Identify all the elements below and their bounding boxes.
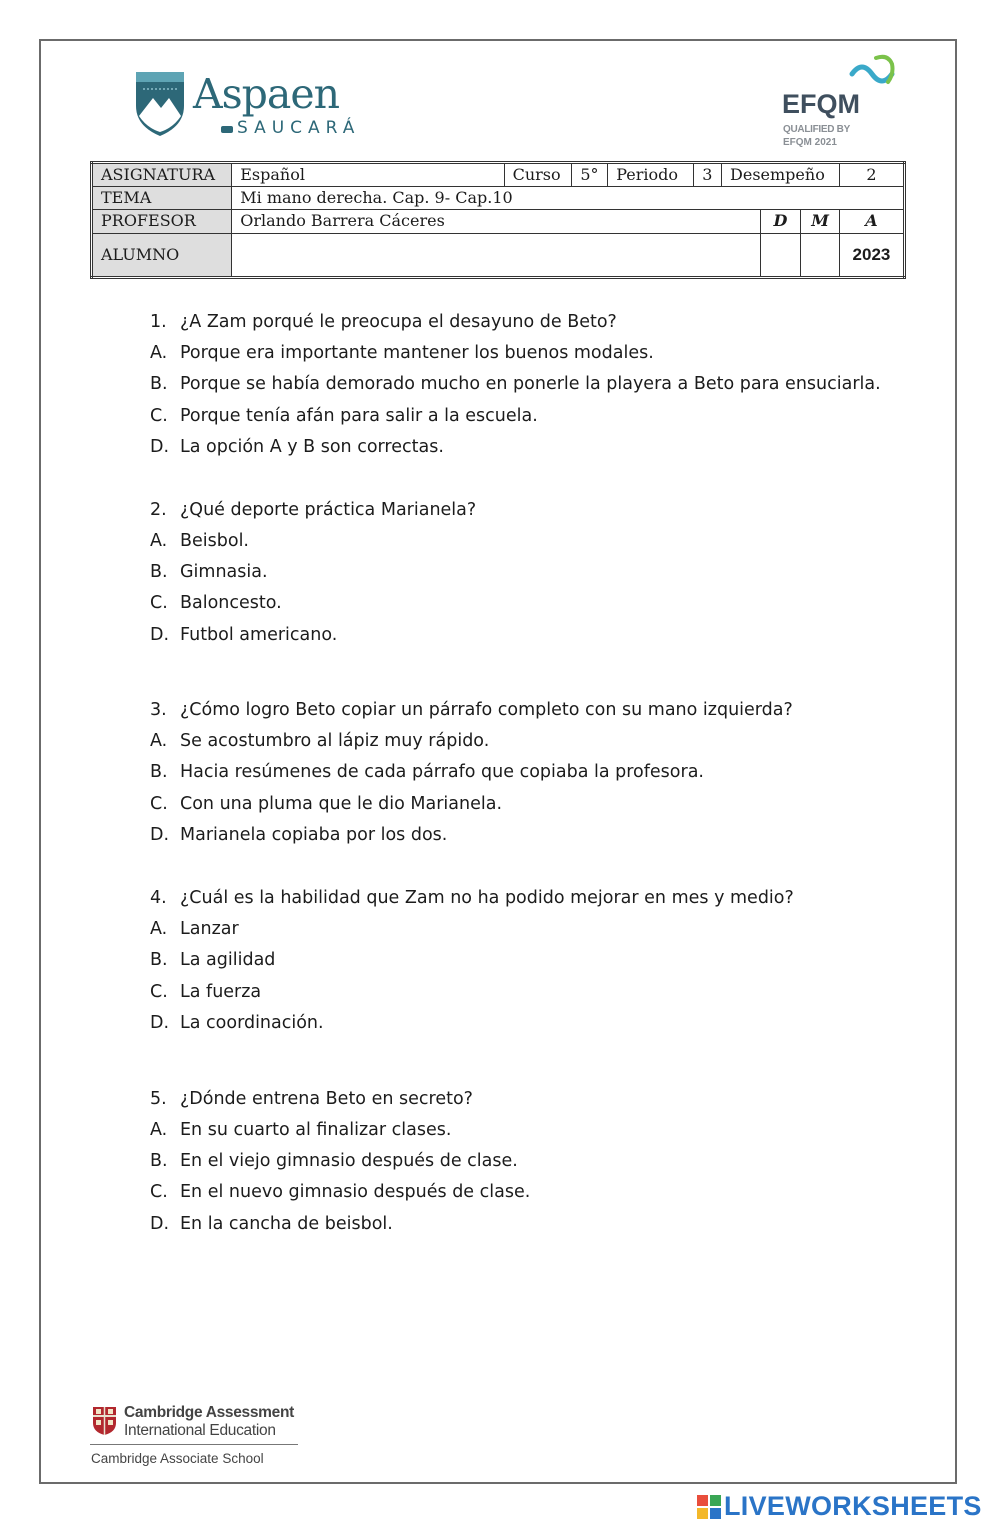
option-text: Beisbol. [180,531,249,551]
option-text: En la cancha de beisbol. [180,1214,393,1234]
option-3d[interactable] [150,824,447,848]
liveworksheets-logo-icon [697,1495,721,1519]
option-text: La coordinación. [180,1013,324,1033]
info-table [90,161,906,279]
option-text: Se acostumbro al lápiz muy rápido. [180,731,490,751]
option-3b[interactable] [150,761,704,785]
option-text: Hacia resúmenes de cada párrafo que copiaba la profesora. [180,762,704,782]
option-2c[interactable] [150,592,282,616]
cambridge-subtitle: International Education [124,1422,276,1439]
option-1b[interactable] [150,373,881,397]
option-letter: D. [150,437,170,457]
option-letter: A. [150,731,168,751]
table-row-tema [92,187,905,210]
option-letter: C. [150,1182,168,1202]
question-number: 1. [150,312,167,332]
question-text: ¿Qué deporte práctica Marianela? [180,500,477,520]
option-letter: D. [150,625,170,645]
option-letter: B. [150,374,168,394]
question-number: 5. [150,1089,167,1109]
option-5c[interactable] [150,1181,530,1205]
option-text: Porque era importante mantener los buenos modales. [180,343,654,363]
cambridge-logo [90,1402,330,1472]
option-4a[interactable] [150,918,239,942]
question-text: ¿Cuál es la habilidad que Zam no ha podido mejorar en mes y medio? [180,888,794,908]
alumno-label: ALUMNO [92,233,232,277]
year-label: A [839,210,904,233]
option-1a[interactable] [150,342,654,366]
aspaen-logo [133,68,393,140]
option-5a[interactable] [150,1119,451,1143]
efqm-qualified-line: QUALIFIED BY [783,124,850,135]
profesor-label: PROFESOR [92,210,232,233]
asignatura-label: ASIGNATURA [92,163,232,187]
option-4d[interactable] [150,1012,324,1036]
month-label: M [801,210,840,233]
efqm-year-line: EFQM 2021 [783,137,837,148]
option-4b[interactable] [150,949,275,973]
option-text: La agilidad [180,950,276,970]
tema-value: Mi mano derecha. Cap. 9- Cap.10 [232,187,905,210]
cambridge-crest-icon [92,1406,117,1436]
table-row-asignatura [92,163,905,187]
option-2b[interactable] [150,561,268,585]
month-value[interactable] [801,233,840,277]
question-4 [150,887,794,911]
option-letter: C. [150,794,168,814]
option-3a[interactable] [150,730,489,754]
question-text: ¿Dónde entrena Beto en secreto? [180,1089,473,1109]
question-text: ¿A Zam porqué le preocupa el desayuno de Beto? [180,312,617,332]
option-text: En su cuarto al finalizar clases. [180,1120,452,1140]
table-row-profesor [92,210,905,233]
option-text: La opción A y B son correctas. [180,437,444,457]
year-value: 2023 [839,233,904,277]
question-number: 4. [150,888,167,908]
option-text: Futbol americano. [180,625,338,645]
desempeno-value: 2 [839,163,904,187]
efqm-logo [780,52,900,152]
option-text: En el nuevo gimnasio después de clase. [180,1182,531,1202]
question-number: 2. [150,500,167,520]
aspaen-subname: SAUCARÁ [237,118,361,138]
cambridge-title: Cambridge Assessment [124,1404,295,1421]
option-text: Marianela copiaba por los dos. [180,825,448,845]
profesor-value: Orlando Barrera Cáceres [232,210,760,233]
liveworksheets-brand[interactable] [697,1490,997,1522]
option-5d[interactable] [150,1213,393,1237]
option-text: Gimnasia. [180,562,268,582]
option-text: Con una pluma que le dio Marianela. [180,794,503,814]
curso-value: 5° [571,163,608,187]
option-text: Lanzar [180,919,239,939]
aspaen-dot-icon [221,126,233,134]
question-2 [150,499,476,523]
option-letter: A. [150,1120,168,1140]
curso-label: Curso [504,163,571,187]
option-letter: D. [150,825,170,845]
efqm-ribbon-icon [848,52,898,90]
option-letter: C. [150,406,168,426]
table-row-alumno [92,233,905,277]
question-number: 3. [150,700,167,720]
option-1c[interactable] [150,405,538,429]
option-2d[interactable] [150,624,337,648]
option-text: La fuerza [180,982,262,1002]
option-3c[interactable] [150,793,502,817]
option-letter: C. [150,593,168,613]
option-text: Porque tenía afán para salir a la escuela. [180,406,538,426]
option-letter: B. [150,950,168,970]
option-2a[interactable] [150,530,249,554]
tema-label: TEMA [92,187,232,210]
question-3 [150,699,793,723]
option-letter: B. [150,1151,168,1171]
option-4c[interactable] [150,981,261,1005]
day-label: D [760,210,801,233]
option-1d[interactable] [150,436,444,460]
option-text: Porque se había demorado mucho en ponerle la playera a Beto para ensuciarla. [180,374,881,394]
cambridge-divider [90,1444,298,1445]
aspaen-shield-icon [133,68,187,138]
option-letter: A. [150,343,168,363]
periodo-value: 3 [693,163,721,187]
option-letter: A. [150,531,168,551]
alumno-value[interactable] [232,233,760,277]
option-letter: D. [150,1013,170,1033]
aspaen-name: Aspaen [193,70,340,118]
efqm-name: EFQM [782,89,860,119]
desempeno-label: Desempeño [722,163,840,187]
option-letter: C. [150,982,168,1002]
option-letter: B. [150,562,168,582]
option-letter: A. [150,919,168,939]
cambridge-school: Cambridge Associate School [91,1451,264,1466]
option-letter: B. [150,762,168,782]
periodo-label: Periodo [608,163,693,187]
option-letter: D. [150,1214,170,1234]
question-1 [150,311,617,335]
option-5b[interactable] [150,1150,518,1174]
asignatura-value: Español [232,163,504,187]
question-5 [150,1088,473,1112]
question-text: ¿Cómo logro Beto copiar un párrafo completo con su mano izquierda? [180,700,793,720]
option-text: En el viejo gimnasio después de clase. [180,1151,518,1171]
option-text: Baloncesto. [180,593,282,613]
liveworksheets-text: LIVEWORKSHEETS [724,1491,982,1521]
day-value[interactable] [760,233,801,277]
